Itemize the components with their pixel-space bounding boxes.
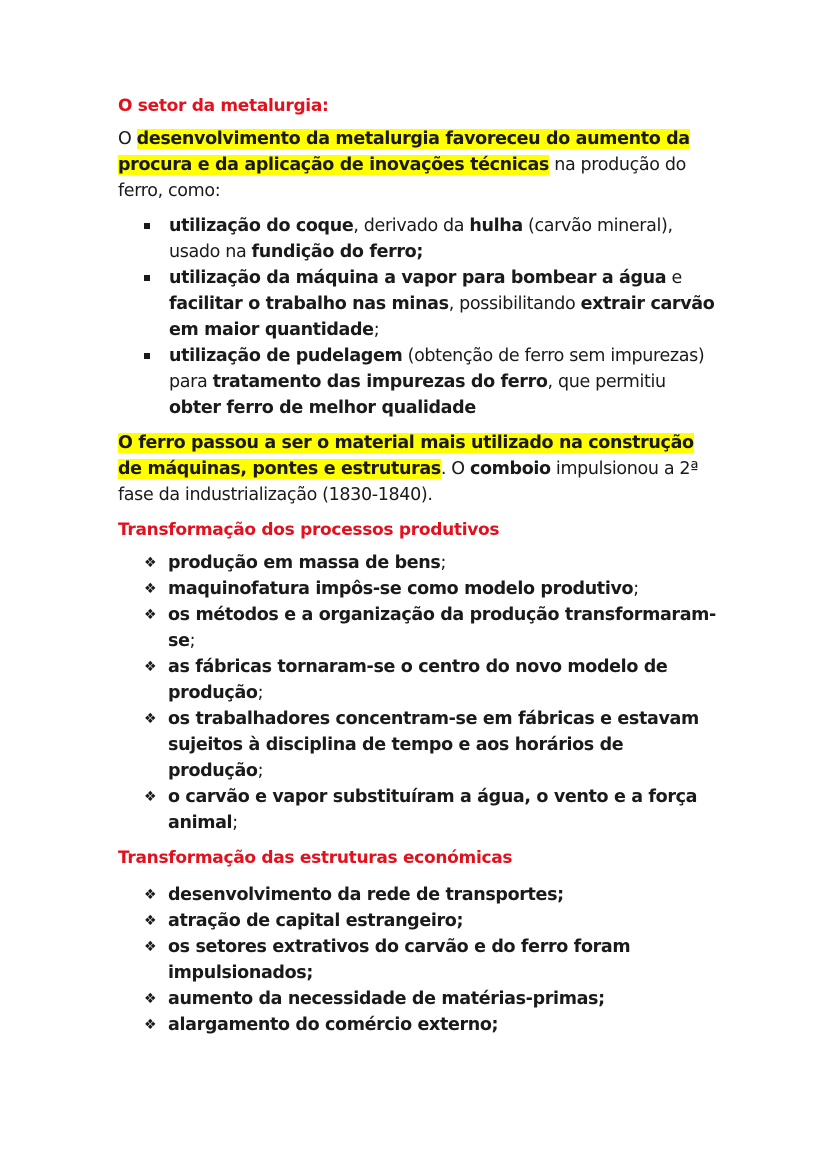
diamond-bullet-icon: ❖ [144, 581, 157, 597]
list-item: ❖ maquinofatura impôs-se como modelo produtivo; [144, 576, 718, 602]
conclusion-highlight: O ferro passou a ser o material mais utilizado na construção de máquinas, pontes e estruturas [118, 433, 694, 479]
intro-suffix: na produção do ferro, como: [118, 155, 686, 201]
diamond-bullet-icon: ❖ [144, 711, 157, 727]
section-heading-processos: Transformação dos processos produtivos [118, 520, 500, 540]
diamond-bullet-icon: ❖ [144, 659, 157, 675]
diamond-bullet-icon: ❖ [144, 939, 157, 955]
list-item: utilização de pudelagem (obtenção de ferro sem impurezas) para tratamento das impurezas do ferro, que permitiu obter ferro de melhor qualidade [142, 343, 718, 421]
metalurgia-bullet-list [142, 213, 718, 421]
list-item: ❖ atração de capital estrangeiro; [144, 908, 718, 934]
diamond-bullet-icon: ❖ [144, 991, 157, 1007]
list-item: ❖ produção em massa de bens; [144, 550, 718, 576]
diamond-bullet-icon: ❖ [144, 555, 157, 571]
diamond-bullet-icon: ❖ [144, 607, 157, 623]
square-bullet-icon [144, 223, 150, 229]
list-item: ❖ o carvão e vapor substituíram a água, o vento e a força animal; [144, 784, 718, 836]
processos-bullet-list [144, 550, 718, 836]
intro-prefix: O [118, 129, 137, 149]
list-item: ❖ os setores extrativos do carvão e do ferro foram impulsionados; [144, 934, 718, 986]
diamond-bullet-icon: ❖ [144, 913, 157, 929]
list-item: ❖ alargamento do comércio externo; [144, 1012, 718, 1038]
diamond-bullet-icon: ❖ [144, 1017, 157, 1033]
list-item: ❖ aumento da necessidade de matérias-primas; [144, 986, 718, 1012]
conclusion-paragraph: O ferro passou a ser o material mais utilizado na construção de máquinas, pontes e estruturas. O comboio impulsionou a 2ª fase da industrialização (1830-1840). [118, 433, 699, 505]
list-item: ❖ as fábricas tornaram-se o centro do novo modelo de produção; [144, 654, 718, 706]
square-bullet-icon [144, 275, 150, 281]
square-bullet-icon [144, 353, 150, 359]
list-item: ❖ desenvolvimento da rede de transportes; [144, 882, 718, 908]
economicas-bullet-list [144, 882, 718, 1038]
list-item: utilização da máquina a vapor para bombear a água e facilitar o trabalho nas minas, possibilitando extrair carvão em maior quantidade; [142, 265, 718, 343]
diamond-bullet-icon: ❖ [144, 789, 157, 805]
section-heading-metalurgia: O setor da metalurgia: [118, 96, 329, 116]
list-item: ❖ os métodos e a organização da produção transformaram-se; [144, 602, 718, 654]
list-item: utilização do coque, derivado da hulha (carvão mineral), usado na fundição do ferro; [142, 213, 718, 265]
list-item: ❖ os trabalhadores concentram-se em fábricas e estavam sujeitos à disciplina de tempo e aos horários de produção; [144, 706, 718, 784]
diamond-bullet-icon: ❖ [144, 887, 157, 903]
section-heading-economicas: Transformação das estruturas económicas [118, 848, 513, 868]
document-page [118, 96, 718, 1038]
intro-paragraph [118, 126, 718, 204]
intro-highlight: desenvolvimento da metalurgia favoreceu do aumento da procura e da aplicação de inovações técnicas [118, 129, 690, 175]
